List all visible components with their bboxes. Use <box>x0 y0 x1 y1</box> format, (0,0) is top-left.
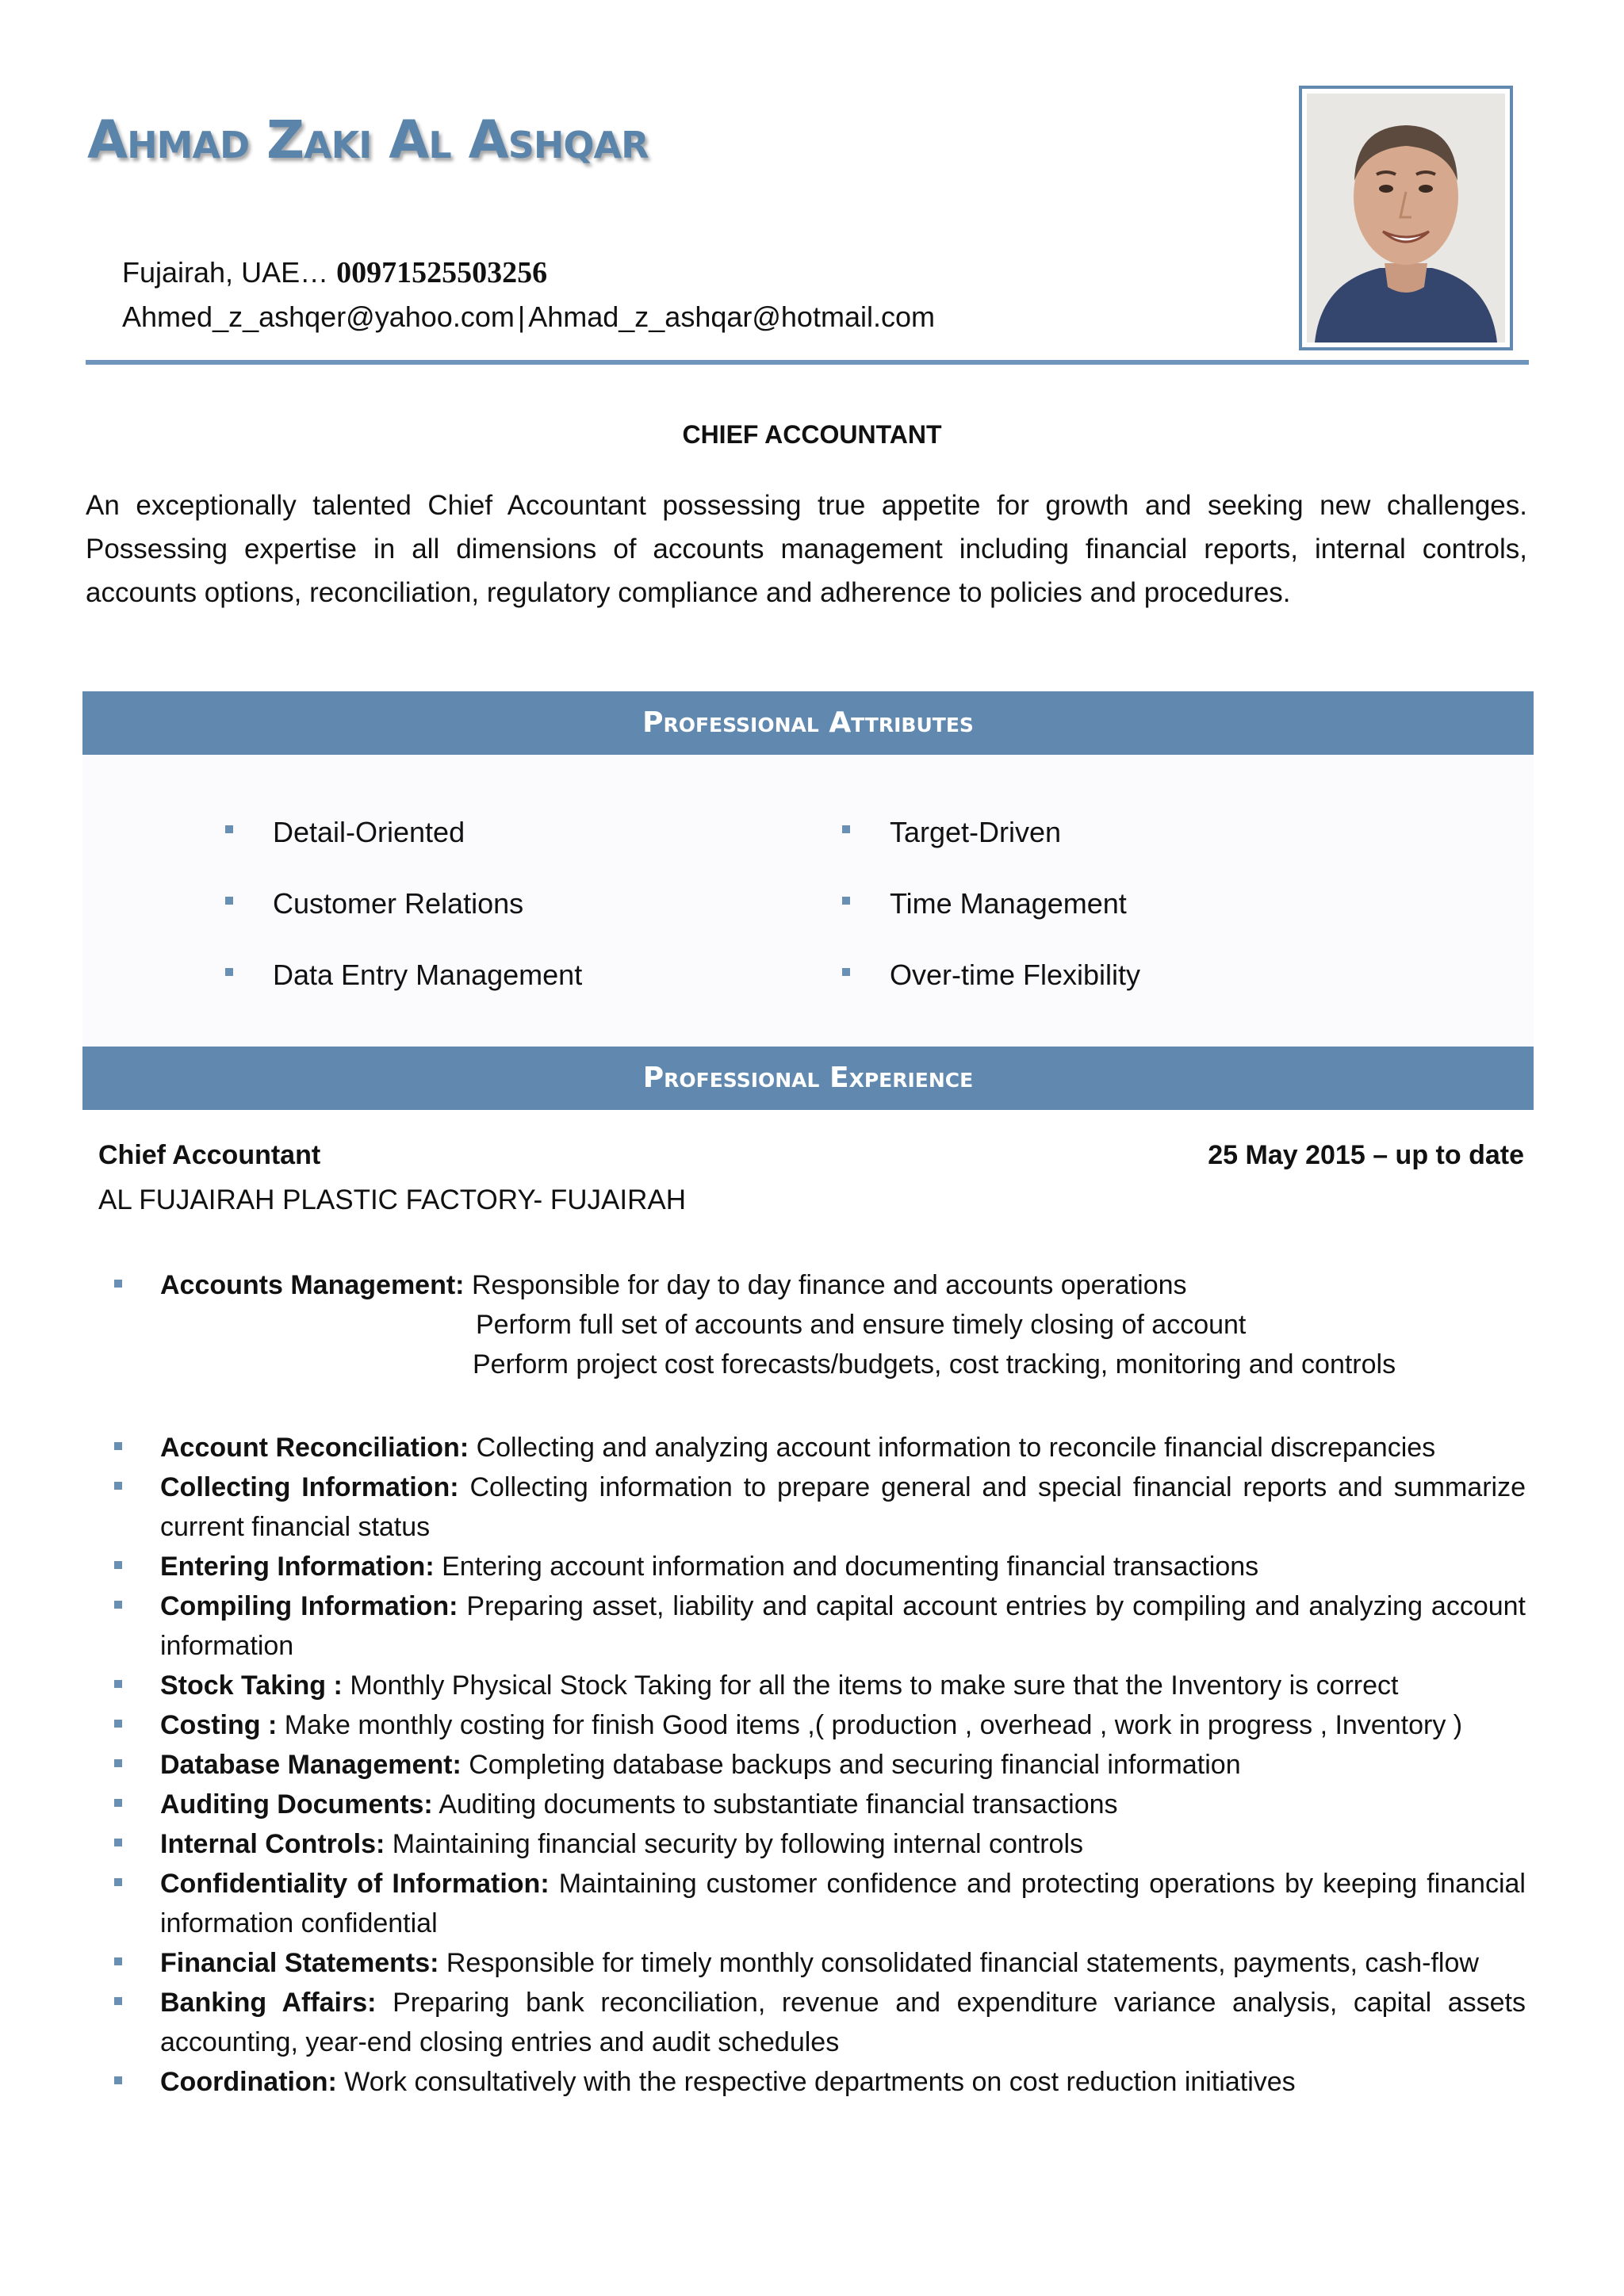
email-yahoo[interactable]: Ahmed_z_ashqer@yahoo.com <box>122 300 515 333</box>
square-bullet-icon <box>114 1601 122 1609</box>
duty-label: Entering Information: <box>160 1552 435 1582</box>
attributes-panel <box>82 755 1534 1047</box>
duty-label: Costing : <box>160 1710 278 1740</box>
duty-text: Collecting and analyzing account information to reconcile financial discrepancies <box>476 1433 1436 1463</box>
duty-item <box>114 1428 1526 1468</box>
attribute-item <box>225 812 582 883</box>
email-separator: | <box>517 300 526 333</box>
duty-item <box>114 1785 1526 1824</box>
candidate-name: Ahmad Zaki Al Ashqar <box>87 109 649 170</box>
attributes-left-list <box>225 812 582 1026</box>
duty-label: Database Management: <box>160 1750 462 1780</box>
email-hotmail[interactable]: Ahmad_z_ashqar@hotmail.com <box>528 300 935 333</box>
duty-text: Preparing asset, liability and capital account entries by compiling and analyzing account information <box>160 1591 1526 1661</box>
square-bullet-icon <box>114 1759 122 1767</box>
duty-item <box>114 1586 1526 1666</box>
square-bullet-icon <box>842 897 850 905</box>
duties-list <box>114 1265 1526 2102</box>
duty-label: Compiling Information: <box>160 1591 458 1621</box>
profile-photo-portrait <box>1307 94 1505 342</box>
duty-label: Internal Controls: <box>160 1829 385 1859</box>
square-bullet-icon <box>114 1482 122 1490</box>
position-dates: 25 May 2015 – up to date <box>1208 1140 1524 1170</box>
duty-label: Auditing Documents: <box>160 1789 433 1820</box>
duty-text: Maintaining customer confidence and protecting operations by keeping financial information confidential <box>160 1869 1526 1938</box>
duty-item <box>114 1824 1526 1864</box>
profile-summary: An exceptionally talented Chief Accountant possessing true appetite for growth and seeking new challenges. Possessing expertise in all dimensions of accounts management including financial reports, internal controls, accounts options, reconciliation, regulatory compliance and adherence to policies and procedures. <box>86 490 1527 608</box>
attribute-label: Detail-Oriented <box>273 816 465 848</box>
square-bullet-icon <box>114 2076 122 2084</box>
square-bullet-icon <box>842 968 850 976</box>
phone-number: 00971525503256 <box>336 256 548 289</box>
square-bullet-icon <box>842 825 850 833</box>
duty-label: Coordination: <box>160 2067 337 2097</box>
attribute-label: Data Entry Management <box>273 959 583 991</box>
square-bullet-icon <box>114 1839 122 1846</box>
location: Fujairah, UAE… <box>122 256 329 289</box>
header-divider <box>86 360 1529 365</box>
duty-text: Monthly Physical Stock Taking for all the items to make sure that the Inventory is correct <box>350 1670 1399 1701</box>
duty-label: Account Reconciliation: <box>160 1433 469 1463</box>
attribute-item <box>225 883 582 955</box>
duty-item <box>114 1983 1526 2062</box>
duty-text: Work consultatively with the respective departments on cost reduction initiatives <box>344 2067 1296 2097</box>
attribute-label: Target-Driven <box>890 816 1062 848</box>
duty-text: Collecting information to prepare general and special financial reports and summarize current financial status <box>160 1472 1526 1542</box>
duty-item <box>114 1943 1526 1983</box>
duty-label: Banking Affairs: <box>160 1988 377 2018</box>
square-bullet-icon <box>114 1997 122 2005</box>
duty-item <box>114 1864 1526 1943</box>
square-bullet-icon <box>225 825 233 833</box>
company-name: AL FUJAIRAH PLASTIC FACTORY- FUJAIRAH <box>98 1184 686 1215</box>
square-bullet-icon <box>114 1878 122 1886</box>
duty-text: Perform full set of accounts and ensure timely closing of account <box>476 1310 1247 1340</box>
duty-text: Maintaining financial security by following internal controls <box>392 1829 1084 1859</box>
job-title: CHIEF ACCOUNTANT <box>682 420 942 449</box>
duty-item <box>114 1468 1526 1547</box>
email-line <box>122 295 935 339</box>
duty-text: Auditing documents to substantiate financial transactions <box>439 1789 1118 1820</box>
duty-text: Perform project cost forecasts/budgets, cost tracking, monitoring and controls <box>473 1349 1396 1380</box>
square-bullet-icon <box>114 1680 122 1688</box>
square-bullet-icon <box>114 1561 122 1569</box>
square-bullet-icon <box>114 1799 122 1807</box>
duty-item <box>114 1265 1526 1384</box>
duty-label: Accounts Management: <box>160 1270 465 1300</box>
duty-item <box>114 1745 1526 1785</box>
attribute-label: Customer Relations <box>273 887 524 920</box>
square-bullet-icon <box>114 1280 122 1288</box>
duty-label: Financial Statements: <box>160 1948 439 1978</box>
duty-item <box>114 1547 1526 1586</box>
duty-text: Completing database backups and securing financial information <box>469 1750 1241 1780</box>
attribute-item <box>842 812 1140 883</box>
duty-text: Responsible for timely monthly consolidated financial statements, payments, cash-flow <box>446 1948 1479 1978</box>
duty-text: Make monthly costing for finish Good items ,( production , overhead , work in progress , Inventory ) <box>284 1710 1463 1740</box>
attribute-item <box>842 955 1140 1026</box>
square-bullet-icon <box>114 1720 122 1728</box>
duty-text: Responsible for day to day finance and accounts operations <box>471 1270 1187 1300</box>
duty-text: Entering account information and documenting financial transactions <box>442 1552 1259 1582</box>
duty-text: Preparing bank reconciliation, revenue and expenditure variance analysis, capital assets accounting, year-end closing entries and audit schedules <box>160 1988 1526 2057</box>
position-title: Chief Accountant <box>98 1140 321 1170</box>
contact-info <box>122 251 935 339</box>
duty-label: Collecting Information: <box>160 1472 459 1502</box>
attribute-item <box>842 883 1140 955</box>
attributes-right-list <box>842 812 1140 1026</box>
attribute-label: Time Management <box>890 887 1127 920</box>
duty-item <box>114 1666 1526 1705</box>
location-phone-line <box>122 251 935 295</box>
duty-label: Confidentiality of Information: <box>160 1869 550 1899</box>
section-header-experience: Professional Experience <box>82 1047 1534 1110</box>
attribute-item <box>225 955 582 1026</box>
square-bullet-icon <box>114 1957 122 1965</box>
attribute-label: Over-time Flexibility <box>890 959 1141 991</box>
duty-item <box>114 1705 1526 1745</box>
square-bullet-icon <box>225 897 233 905</box>
duty-item <box>114 2062 1526 2102</box>
profile-photo <box>1299 86 1513 350</box>
duty-label: Stock Taking : <box>160 1670 343 1701</box>
section-header-attributes: Professional Attributes <box>82 691 1534 755</box>
square-bullet-icon <box>225 968 233 976</box>
square-bullet-icon <box>114 1442 122 1450</box>
